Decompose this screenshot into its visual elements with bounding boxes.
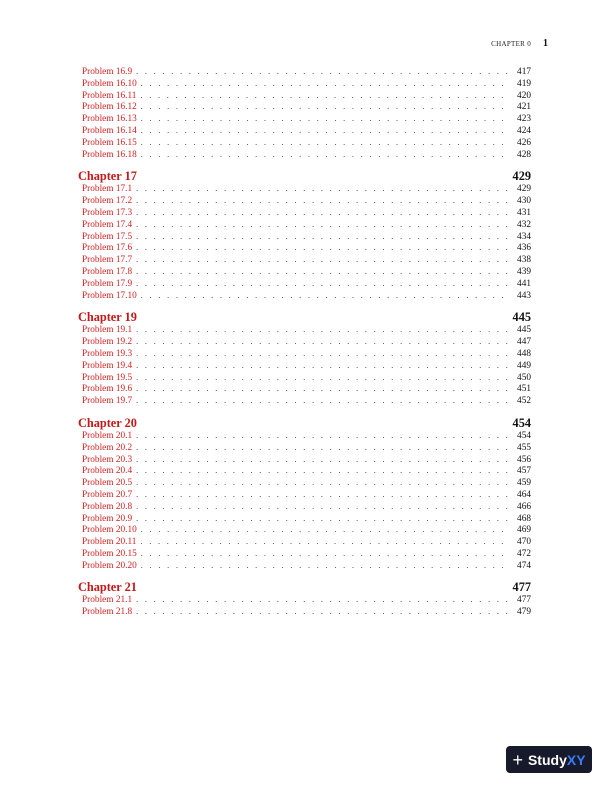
dot-leader — [136, 183, 509, 195]
problem-page-number: 421 — [517, 102, 531, 113]
dot-leader — [136, 266, 509, 278]
toc-entry[interactable] — [78, 90, 531, 102]
problem-link[interactable]: Problem 21.1 — [82, 595, 133, 606]
toc-entry[interactable] — [78, 195, 531, 207]
running-head-chapter: CHAPTER 0 — [491, 40, 531, 48]
problem-link[interactable]: Problem 16.18 — [82, 149, 137, 160]
problem-link[interactable]: Problem 17.9 — [82, 278, 133, 289]
problem-page-number: 448 — [517, 348, 531, 359]
problem-link[interactable]: Problem 17.1 — [82, 184, 133, 195]
problem-link[interactable]: Problem 20.1 — [82, 430, 133, 441]
problem-link[interactable]: Problem 20.11 — [82, 537, 137, 548]
dot-leader — [141, 137, 509, 149]
problem-link[interactable]: Problem 16.15 — [82, 137, 137, 148]
dot-leader — [136, 336, 509, 348]
logo-text-study: Study — [527, 751, 567, 768]
problem-link[interactable]: Problem 17.7 — [82, 255, 133, 266]
problem-page-number: 441 — [517, 278, 531, 289]
problem-link[interactable]: Problem 17.5 — [82, 231, 133, 242]
table-of-contents — [78, 66, 531, 618]
problem-page-number: 455 — [517, 442, 531, 453]
chapter-page-number: 429 — [512, 169, 531, 184]
problem-page-number: 452 — [517, 396, 531, 407]
problem-link[interactable]: Problem 17.3 — [82, 207, 133, 218]
dot-leader — [136, 395, 509, 407]
chapter-title-link[interactable]: Chapter 20 — [78, 415, 137, 430]
toc-entry[interactable] — [78, 219, 531, 231]
logo-text-xy: XY — [566, 751, 586, 768]
toc-entry[interactable] — [78, 524, 531, 536]
dot-leader — [140, 90, 509, 102]
problem-page-number: 439 — [517, 266, 531, 277]
problem-page-number: 424 — [517, 125, 531, 136]
chapter-title-link[interactable]: Chapter 19 — [78, 310, 137, 325]
chapter-title-link[interactable]: Chapter 21 — [78, 580, 137, 595]
problem-page-number: 468 — [517, 513, 531, 524]
problem-link[interactable]: Problem 17.6 — [82, 243, 133, 254]
toc-entry[interactable] — [78, 78, 531, 90]
problem-page-number: 449 — [517, 360, 531, 371]
problem-link[interactable]: Problem 17.2 — [82, 196, 133, 207]
chapter-page-number: 445 — [512, 310, 531, 325]
problem-page-number: 454 — [517, 430, 531, 441]
problem-page-number: 451 — [517, 384, 531, 395]
dot-leader — [136, 231, 509, 243]
problem-page-number: 457 — [517, 466, 531, 477]
problem-page-number: 474 — [517, 560, 531, 571]
problem-page-number: 477 — [517, 595, 531, 606]
problem-link[interactable]: Problem 20.10 — [82, 525, 137, 536]
toc-entry[interactable] — [78, 266, 531, 278]
toc-entry[interactable] — [78, 395, 531, 407]
dot-leader — [136, 383, 509, 395]
problem-link[interactable]: Problem 20.20 — [82, 560, 137, 571]
toc-entry[interactable] — [78, 430, 531, 442]
problem-link[interactable]: Problem 19.4 — [82, 360, 133, 371]
page-number: 1 — [543, 38, 548, 49]
studyxy-logo — [506, 746, 592, 773]
problem-page-number: 428 — [517, 149, 531, 160]
problem-link[interactable]: Problem 19.5 — [82, 372, 133, 383]
problem-link[interactable]: Problem 17.8 — [82, 266, 133, 277]
toc-entry[interactable] — [78, 501, 531, 513]
problem-link[interactable]: Problem 19.1 — [82, 325, 133, 336]
dot-leader — [136, 513, 509, 525]
toc-entry[interactable] — [78, 101, 531, 113]
problem-link[interactable]: Problem 20.7 — [82, 489, 133, 500]
dot-leader — [136, 254, 509, 266]
toc-entry[interactable] — [78, 290, 531, 302]
chapter-heading[interactable] — [78, 417, 531, 430]
problem-link[interactable]: Problem 20.2 — [82, 442, 133, 453]
problem-link[interactable]: Problem 16.10 — [82, 78, 137, 89]
dot-leader — [136, 219, 509, 231]
dot-leader — [136, 278, 509, 290]
problem-page-number: 417 — [517, 67, 531, 77]
problem-link[interactable]: Problem 20.5 — [82, 478, 133, 489]
problem-link[interactable]: Problem 20.4 — [82, 466, 133, 477]
problem-page-number: 456 — [517, 454, 531, 465]
chapter-heading[interactable] — [78, 170, 531, 183]
problem-page-number: 466 — [517, 501, 531, 512]
toc-entry[interactable] — [78, 606, 531, 618]
chapter-page-number: 477 — [512, 580, 531, 595]
dot-leader — [136, 207, 509, 219]
problem-page-number: 443 — [517, 290, 531, 301]
problem-page-number: 450 — [517, 372, 531, 383]
dot-leader — [141, 548, 509, 560]
toc-entry[interactable] — [78, 242, 531, 254]
problem-link[interactable]: Problem 19.2 — [82, 337, 133, 348]
problem-page-number: 430 — [517, 196, 531, 207]
problem-page-number: 470 — [517, 537, 531, 548]
problem-link[interactable]: Problem 20.15 — [82, 548, 137, 559]
toc-entry[interactable] — [78, 113, 531, 125]
problem-link[interactable]: Problem 20.8 — [82, 501, 133, 512]
dot-leader — [141, 78, 509, 90]
problem-page-number: 419 — [517, 78, 531, 89]
dot-leader — [136, 348, 509, 360]
toc-entry[interactable] — [78, 442, 531, 454]
toc-entry[interactable] — [78, 278, 531, 290]
toc-entry[interactable] — [78, 360, 531, 372]
dot-leader — [141, 560, 509, 572]
problem-link[interactable]: Problem 20.9 — [82, 513, 133, 524]
problem-link[interactable]: Problem 19.7 — [82, 396, 133, 407]
problem-page-number: 434 — [517, 231, 531, 242]
problem-page-number: 423 — [517, 114, 531, 125]
problem-page-number: 432 — [517, 219, 531, 230]
toc-entry[interactable] — [78, 594, 531, 606]
toc-entry[interactable] — [78, 477, 531, 489]
toc-entry[interactable] — [78, 66, 531, 78]
problem-page-number: 429 — [517, 184, 531, 195]
dot-leader — [141, 524, 509, 536]
dot-leader — [136, 489, 509, 501]
chapter-heading[interactable] — [78, 311, 531, 324]
dot-leader — [136, 465, 509, 477]
dot-leader — [136, 442, 509, 454]
toc-entry[interactable] — [78, 560, 531, 572]
chapter-title-link[interactable]: Chapter 17 — [78, 169, 137, 184]
problem-link[interactable]: Problem 17.4 — [82, 219, 133, 230]
toc-entry[interactable] — [78, 348, 531, 360]
chapter-heading[interactable] — [78, 581, 531, 594]
problem-link[interactable]: Problem 20.3 — [82, 454, 133, 465]
dot-leader — [141, 149, 509, 161]
problem-page-number: 426 — [517, 137, 531, 148]
dot-leader — [136, 324, 509, 336]
toc-entry[interactable] — [78, 324, 531, 336]
problem-link[interactable]: Problem 16.13 — [82, 114, 137, 125]
problem-page-number: 447 — [517, 337, 531, 348]
problem-link[interactable]: Problem 19.3 — [82, 348, 133, 359]
toc-entry[interactable] — [78, 254, 531, 266]
problem-page-number: 472 — [517, 548, 531, 559]
dot-leader — [136, 477, 509, 489]
dot-leader — [141, 101, 509, 113]
dot-leader — [136, 372, 509, 384]
problem-link[interactable]: Problem 16.11 — [82, 90, 137, 101]
problem-link[interactable]: Problem 16.12 — [82, 102, 137, 113]
toc-entry[interactable] — [78, 383, 531, 395]
toc-entry[interactable] — [78, 536, 531, 548]
dot-leader — [136, 430, 509, 442]
problem-page-number: 438 — [517, 255, 531, 266]
toc-entry[interactable] — [78, 336, 531, 348]
problem-page-number: 431 — [517, 207, 531, 218]
dot-leader — [136, 360, 509, 372]
toc-entry[interactable] — [78, 149, 531, 161]
dot-leader — [136, 594, 509, 606]
dot-leader — [141, 290, 509, 302]
toc-entry[interactable] — [78, 465, 531, 477]
running-head — [491, 38, 548, 49]
toc-entry[interactable] — [78, 137, 531, 149]
problem-page-number: 464 — [517, 489, 531, 500]
chapter-page-number: 454 — [512, 415, 531, 430]
problem-page-number: 469 — [517, 525, 531, 536]
problem-link[interactable]: Problem 16.9 — [82, 67, 133, 77]
problem-page-number: 479 — [517, 607, 531, 618]
toc-entry[interactable] — [78, 207, 531, 219]
dot-leader — [136, 242, 509, 254]
dot-leader — [141, 113, 509, 125]
toc-entry[interactable] — [78, 513, 531, 525]
toc-entry[interactable] — [78, 548, 531, 560]
toc-entry[interactable] — [78, 125, 531, 137]
dot-leader — [136, 454, 509, 466]
problem-link[interactable]: Problem 17.10 — [82, 290, 137, 301]
problem-page-number: 459 — [517, 478, 531, 489]
problem-page-number: 436 — [517, 243, 531, 254]
dot-leader — [141, 125, 509, 137]
dot-leader — [136, 195, 509, 207]
toc-entry[interactable] — [78, 454, 531, 466]
dot-leader — [136, 66, 509, 78]
toc-entry[interactable] — [78, 489, 531, 501]
problem-page-number: 445 — [517, 325, 531, 336]
toc-entry[interactable] — [78, 372, 531, 384]
plus-icon: + — [512, 749, 523, 770]
dot-leader — [136, 501, 509, 513]
problem-link[interactable]: Problem 16.14 — [82, 125, 137, 136]
problem-link[interactable]: Problem 21.8 — [82, 607, 133, 618]
dot-leader — [136, 606, 509, 618]
problem-page-number: 420 — [517, 90, 531, 101]
toc-entry[interactable] — [78, 183, 531, 195]
toc-entry[interactable] — [78, 231, 531, 243]
problem-link[interactable]: Problem 19.6 — [82, 384, 133, 395]
dot-leader — [140, 536, 509, 548]
